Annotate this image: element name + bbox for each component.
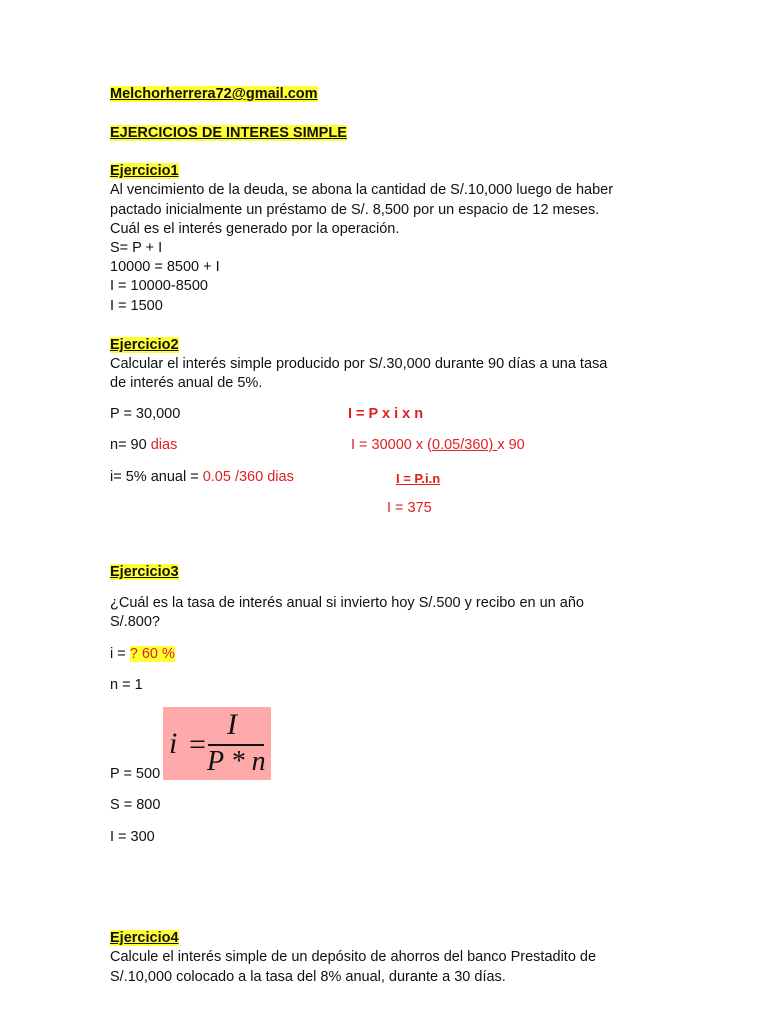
ejercicio1-equation: 10000 = 8500 + I [110, 259, 220, 275]
ejercicio4-heading: Ejercicio4 [110, 930, 179, 946]
ejercicio3-amount: S = 800 [110, 797, 161, 813]
ejercicio4-line: S/.10,000 colocado a la tasa del 8% anual, durante a 30 días. [110, 969, 506, 985]
formula-denominator: P * n [207, 746, 266, 777]
ejercicio1-line: pactado inicialmente un préstamo de S/. 8,500 por un espacio de 12 meses. [110, 202, 600, 218]
ejercicio2-line: de interés anual de 5%. [110, 375, 263, 391]
interest-rate-formula [163, 707, 271, 780]
ejercicio3-line: ¿Cuál es la tasa de interés anual si invierto hoy S/.500 y recibo en un año [110, 595, 584, 611]
ejercicio1-line: Cuál es el interés generado por la operación. [110, 221, 400, 237]
ejercicio2-periods: n= 90 dias [110, 437, 178, 453]
ejercicio3-interest: I = 300 [110, 829, 155, 845]
formula-equals: = [189, 728, 206, 761]
ejercicio3-rate: i = ? 60 % [110, 646, 175, 662]
ejercicio2-result: I = 375 [387, 500, 432, 516]
ejercicio2-heading: Ejercicio2 [110, 337, 179, 353]
author-email: Melchorherrera72@gmail.com [110, 86, 318, 102]
ejercicio3-line: S/.800? [110, 614, 160, 630]
ejercicio1-heading: Ejercicio1 [110, 163, 179, 179]
ejercicio1-line: Al vencimiento de la deuda, se abona la cantidad de S/.10,000 luego de haber [110, 182, 614, 198]
ejercicio4-line: Calcule el interés simple de un depósito de ahorros del banco Prestadito de [110, 949, 597, 965]
ejercicio3-heading: Ejercicio3 [110, 564, 179, 580]
ejercicio3-principal: P = 500 [110, 766, 161, 782]
ejercicio2-rate: i= 5% anual = 0.05 /360 dias [110, 469, 294, 485]
ejercicio2-substitution: I = 30000 x (0.05/360) x 90 [351, 437, 525, 453]
ejercicio2-formula-short: I = P.i.n [396, 471, 441, 486]
ejercicio1-result: I = 1500 [110, 298, 163, 314]
formula-lhs: i [169, 727, 178, 760]
ejercicio1-equation: I = 10000-8500 [110, 278, 208, 294]
ejercicio2-formula: I = P x i x n [348, 406, 424, 422]
formula-numerator: I [227, 708, 237, 741]
ejercicio3-periods: n = 1 [110, 677, 143, 693]
document-title: EJERCICIOS DE INTERES SIMPLE [110, 125, 347, 141]
ejercicio2-principal: P = 30,000 [110, 406, 181, 422]
ejercicio2-line: Calcular el interés simple producido por S/.30,000 durante 90 días a una tasa [110, 356, 608, 372]
ejercicio1-equation: S= P + I [110, 240, 163, 256]
